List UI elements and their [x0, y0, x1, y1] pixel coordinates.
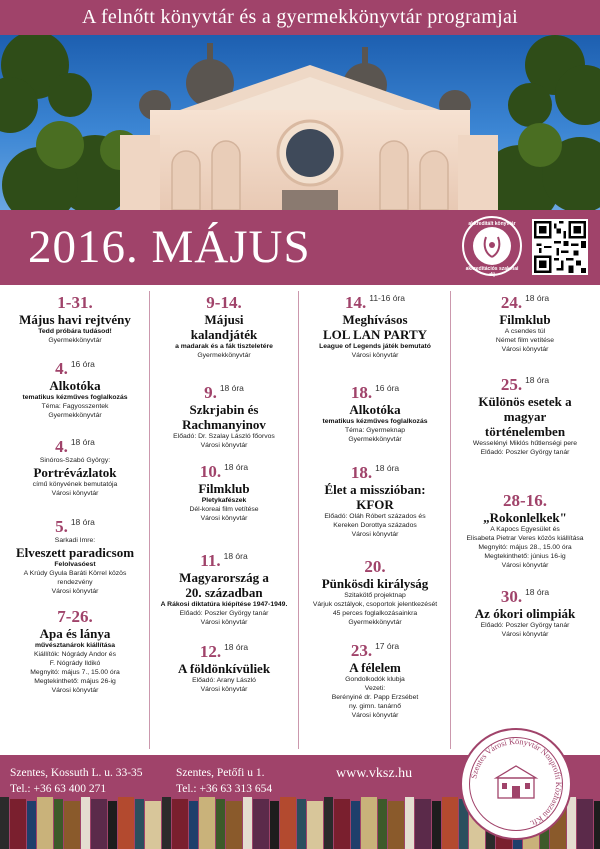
book-spine	[162, 797, 171, 849]
badge-text-bottom: akkreditációs szakmai díj	[465, 266, 519, 278]
event-date-line	[6, 293, 144, 312]
event-note: Városi könyvtár	[200, 619, 248, 626]
badge-text-top: akkreditált könyvtár	[468, 221, 516, 227]
month-title: 2016. MÁJUS	[28, 221, 311, 273]
event-note: Megnyitó: május 7., 15.00 óra	[30, 669, 120, 676]
program-event	[304, 383, 446, 444]
event-note: Elisabeta Pietrar Veres közös kiállítása	[466, 535, 584, 542]
event-date-line	[6, 607, 144, 626]
event-date-line	[155, 551, 293, 570]
event-date: 14.	[344, 293, 367, 312]
event-date-line	[456, 293, 594, 312]
program-column-4	[456, 285, 594, 755]
event-note: Kiállítók: Nógrády Andor és	[34, 651, 116, 658]
event-note: 45 perces foglalkozásainkra	[332, 610, 418, 617]
event-note: Gondolkodók klubja	[345, 676, 405, 683]
book-spine	[307, 801, 323, 849]
phone-children-library[interactable]: Tel.: +36 63 313 654	[176, 783, 273, 795]
event-date-line	[304, 557, 446, 576]
book-spine	[432, 801, 441, 849]
event-title: A földönkívüliek	[177, 661, 271, 676]
event-note: Városi könyvtár	[51, 490, 99, 497]
column-divider	[298, 291, 299, 749]
event-note: Gyermekkönyvtár	[197, 352, 251, 359]
event-note: Várjuk osztályok, csoportok jelentkezését	[312, 601, 438, 608]
program-event	[6, 517, 144, 596]
book-spine	[577, 799, 593, 849]
program-event	[304, 463, 446, 539]
program-event	[456, 491, 594, 570]
book-spine	[135, 799, 144, 849]
accredited-library-badge	[462, 216, 522, 276]
event-time: 18 óra	[70, 517, 95, 527]
event-title: Portrévázlatok	[33, 465, 117, 480]
event-note: Wesselényi Miklós hűtlenségi pere	[472, 440, 578, 447]
event-note: Városi könyvtár	[501, 346, 549, 353]
book-spine	[91, 799, 107, 849]
event-title: kalandjáték	[190, 327, 258, 342]
event-date: 18.	[350, 463, 373, 482]
book-spine	[442, 797, 458, 849]
book-spine	[145, 801, 161, 849]
event-time: 18 óra	[375, 463, 400, 473]
event-title: Május havi rejtvény	[19, 312, 131, 327]
program-event	[456, 293, 594, 354]
event-date: 23.	[350, 641, 373, 660]
event-note: Városi könyvtár	[501, 562, 549, 569]
event-note: Előadó: Poszler György tanár	[179, 610, 269, 617]
event-date: 12.	[199, 642, 222, 661]
event-time: 18 óra	[525, 587, 550, 597]
event-note: ny. gimn. tanárnő	[348, 703, 401, 710]
event-time: 18 óra	[70, 437, 95, 447]
library-building-icon	[496, 766, 536, 798]
event-note: Dél-koreai film vetítése	[189, 506, 259, 513]
event-title: Májusi	[204, 312, 244, 327]
program-event	[155, 551, 293, 627]
event-time: 18 óra	[219, 383, 244, 393]
event-title: Filmklub	[198, 481, 250, 496]
event-title: Élet a misszióban:	[324, 482, 426, 497]
book-spine	[415, 799, 431, 849]
event-note: Előadó: Poszler György tanár	[480, 449, 570, 456]
event-title: Elveszett paradicsom	[15, 545, 135, 560]
program-event	[304, 293, 446, 360]
event-date-line	[304, 641, 446, 660]
event-date: 7-26.	[57, 607, 93, 626]
address-adult-library: Szentes, Kossuth L. u. 33-35	[10, 767, 143, 779]
program-event	[155, 383, 293, 450]
book-spine	[324, 797, 333, 849]
program-event	[155, 462, 293, 523]
event-note: Városi könyvtár	[51, 588, 99, 595]
program-event	[304, 641, 446, 720]
book-spine	[243, 797, 252, 849]
event-date-line	[456, 587, 594, 606]
event-note: Városi könyvtár	[351, 531, 399, 538]
seal-text: Szentes Városi Könyvtár Nonprofit Közhasznú Kft.	[469, 736, 564, 829]
program-event	[456, 587, 594, 639]
event-title: Magyarország a	[179, 570, 269, 585]
building-illustration	[0, 35, 600, 210]
event-note: Megnyitó: május 28., 15.00 óra	[478, 544, 572, 551]
event-date-line	[304, 383, 446, 402]
svg-text:Szentes Városi Könyvtár Nonpro	[469, 737, 563, 828]
event-author: Sinóros-Szabó György:	[39, 457, 111, 464]
event-title: Alkotóka	[349, 402, 401, 417]
event-date-line	[304, 293, 446, 312]
event-time: 18 óra	[224, 642, 249, 652]
book-spine	[54, 799, 63, 849]
book-spine	[81, 797, 90, 849]
event-title: Az ókori olimpiák	[474, 606, 576, 621]
event-subtitle: League of Legends játék bemutató	[319, 343, 431, 350]
event-date-line	[304, 463, 446, 482]
event-subtitle: a madarak és a fák tiszteletére	[175, 343, 273, 350]
book-spine	[10, 799, 26, 849]
event-title: KFOR	[356, 497, 394, 512]
book-spine	[594, 801, 600, 849]
event-note: Előadó: Dr. Szalay László főorvos	[173, 433, 275, 440]
event-date: 10.	[199, 462, 222, 481]
address-children-library: Szentes, Petőfi u 1.	[176, 767, 265, 779]
program-event	[6, 437, 144, 498]
program-grid	[0, 285, 600, 755]
event-date-line	[456, 491, 594, 510]
program-event	[304, 557, 446, 627]
book-spine	[64, 801, 80, 849]
event-date-line	[6, 359, 144, 378]
poster-header-title: A felnőtt könyvtár és a gyermekkönyvtár programjai	[82, 6, 518, 28]
event-title: magyar	[503, 409, 547, 424]
event-date: 30.	[500, 587, 523, 606]
event-subtitle: A Rákosi diktatúra kiépítése 1947-1949.	[160, 601, 288, 608]
event-time: 16 óra	[70, 359, 95, 369]
event-note: A csendes túl	[504, 328, 546, 335]
event-subtitle: tematikus kézműves foglalkozás	[322, 418, 428, 425]
book-spine	[351, 801, 360, 849]
book-spine	[297, 799, 306, 849]
event-date-line	[155, 462, 293, 481]
book-spine	[37, 797, 53, 849]
event-note: F. Nógrády Ildikó	[49, 660, 101, 667]
event-note: Gyermekkönyvtár	[348, 436, 402, 443]
event-title: Apa és lánya	[39, 626, 111, 641]
event-time: 17 óra	[375, 641, 400, 651]
event-time: 18 óra	[224, 462, 249, 472]
event-title: Rachmanyinov	[182, 417, 266, 432]
program-event	[456, 375, 594, 457]
book-spine	[405, 797, 414, 849]
event-note: Előadó: Poszler György tanár	[480, 622, 570, 629]
event-note: Városi könyvtár	[501, 631, 549, 638]
event-time: 11-16 óra	[369, 293, 405, 303]
qr-code[interactable]	[532, 219, 588, 275]
event-time: 18 óra	[525, 293, 550, 303]
event-date: 9.	[204, 383, 217, 402]
event-title: LOL LAN PARTY	[322, 327, 428, 342]
event-note: Kereken Dorottya százados	[333, 522, 417, 529]
book-spine	[27, 801, 36, 849]
event-note: Téma: Fagyosszentek	[41, 403, 109, 410]
badge-laurel-icon	[473, 227, 511, 265]
event-note: Gyermekkönyvtár	[48, 337, 102, 344]
program-event	[155, 293, 293, 360]
book-spine	[118, 797, 134, 849]
event-note: Téma: Gyermeknap	[344, 427, 406, 434]
event-date: 25.	[500, 375, 523, 394]
book-spine	[199, 797, 215, 849]
event-time: 16 óra	[375, 383, 400, 393]
event-note: Gyermekkönyvtár	[48, 412, 102, 419]
event-title: Meghívásos	[342, 312, 408, 327]
event-note: A Krúdy Gyula Baráti Körrel közös	[23, 570, 127, 577]
event-note: Gyermekkönyvtár	[348, 619, 402, 626]
event-date-line	[6, 517, 144, 536]
event-date-line	[6, 437, 144, 456]
event-note: Városi könyvtár	[200, 686, 248, 693]
event-note: Városi könyvtár	[200, 515, 248, 522]
event-date: 4.	[55, 437, 68, 456]
program-column-2	[155, 285, 293, 755]
event-note: rendezvény	[57, 579, 93, 586]
program-column-1	[6, 285, 144, 755]
event-date-line	[155, 293, 293, 312]
book-spine	[0, 797, 9, 849]
event-note: Megtekinthető: június 16-ig	[484, 553, 566, 560]
event-note: Német film vetítése	[495, 337, 555, 344]
event-title: „Rokonlelkek"	[483, 510, 567, 525]
event-note: Városi könyvtár	[351, 352, 399, 359]
event-note: Városi könyvtár	[351, 712, 399, 719]
event-title: Alkotóka	[49, 378, 101, 393]
event-author: Sarkadi Imre:	[54, 537, 96, 544]
phone-adult-library[interactable]: Tel.: +36 63 400 271	[10, 783, 107, 795]
event-date-line	[155, 642, 293, 661]
event-subtitle: Felolvasóest	[54, 561, 96, 568]
event-time: 18 óra	[223, 551, 248, 561]
event-note: című könyvének bemutatója	[32, 481, 118, 488]
book-spine	[226, 801, 242, 849]
book-spine	[108, 801, 117, 849]
website-link[interactable]: www.vksz.hu	[336, 766, 413, 781]
synagogue-library-photo	[0, 35, 600, 210]
program-event	[6, 607, 144, 695]
event-title: Filmklub	[499, 312, 551, 327]
event-title: 20. században	[185, 585, 263, 600]
seal-graphic	[462, 730, 570, 838]
book-spine	[361, 797, 377, 849]
book-spine	[216, 799, 225, 849]
program-event	[155, 642, 293, 694]
event-note: Városi könyvtár	[51, 687, 99, 694]
event-note: Városi könyvtár	[200, 442, 248, 449]
event-note: Előadó: Oláh Róbert százados és	[324, 513, 426, 520]
event-title: Pünkösdi királyság	[321, 576, 429, 591]
event-date: 4.	[55, 359, 68, 378]
library-seal	[460, 728, 572, 840]
program-event	[6, 293, 144, 345]
event-subtitle: tematikus kézműves foglalkozás	[22, 394, 128, 401]
book-spine	[280, 797, 296, 849]
event-note: Vezeti:	[364, 685, 386, 692]
event-title: Szkrjabin és	[189, 402, 259, 417]
event-note: Szitakötő projektnap	[344, 592, 406, 599]
book-spine	[388, 801, 404, 849]
event-date: 5.	[55, 517, 68, 536]
event-note: Előadó: Arany László	[192, 677, 256, 684]
event-date: 11.	[200, 551, 221, 570]
event-note: A Kapocs Egyesület és	[490, 526, 560, 533]
event-time: 18 óra	[525, 375, 550, 385]
column-divider	[450, 291, 451, 749]
event-date: 1-31.	[57, 293, 93, 312]
event-subtitle: művésztanárok kiállítása	[34, 642, 116, 649]
event-subtitle: Tedd próbára tudásod!	[38, 328, 112, 335]
event-note: Berényiné dr. Papp Erzsébet	[331, 694, 419, 701]
event-date: 28-16.	[503, 491, 547, 510]
program-column-3	[304, 285, 446, 755]
event-note: Megtekinthető: május 26-ig	[34, 678, 116, 685]
book-spine	[189, 801, 198, 849]
book-spine	[378, 799, 387, 849]
event-date: 24.	[500, 293, 523, 312]
book-spine	[172, 799, 188, 849]
column-divider	[149, 291, 150, 749]
event-title: Különös esetek a	[478, 394, 572, 409]
poster-header	[0, 0, 600, 35]
event-date-line	[456, 375, 594, 394]
book-spine	[270, 801, 279, 849]
book-spine	[334, 799, 350, 849]
event-title: A félelem	[349, 660, 401, 675]
event-date: 18.	[350, 383, 373, 402]
program-event	[6, 359, 144, 420]
event-date: 9-14.	[206, 293, 242, 312]
book-spine	[253, 799, 269, 849]
event-date-line	[155, 383, 293, 402]
event-subtitle: Pletykafészek	[201, 497, 247, 504]
event-date: 20.	[364, 557, 386, 576]
event-title: történelemben	[484, 424, 566, 439]
